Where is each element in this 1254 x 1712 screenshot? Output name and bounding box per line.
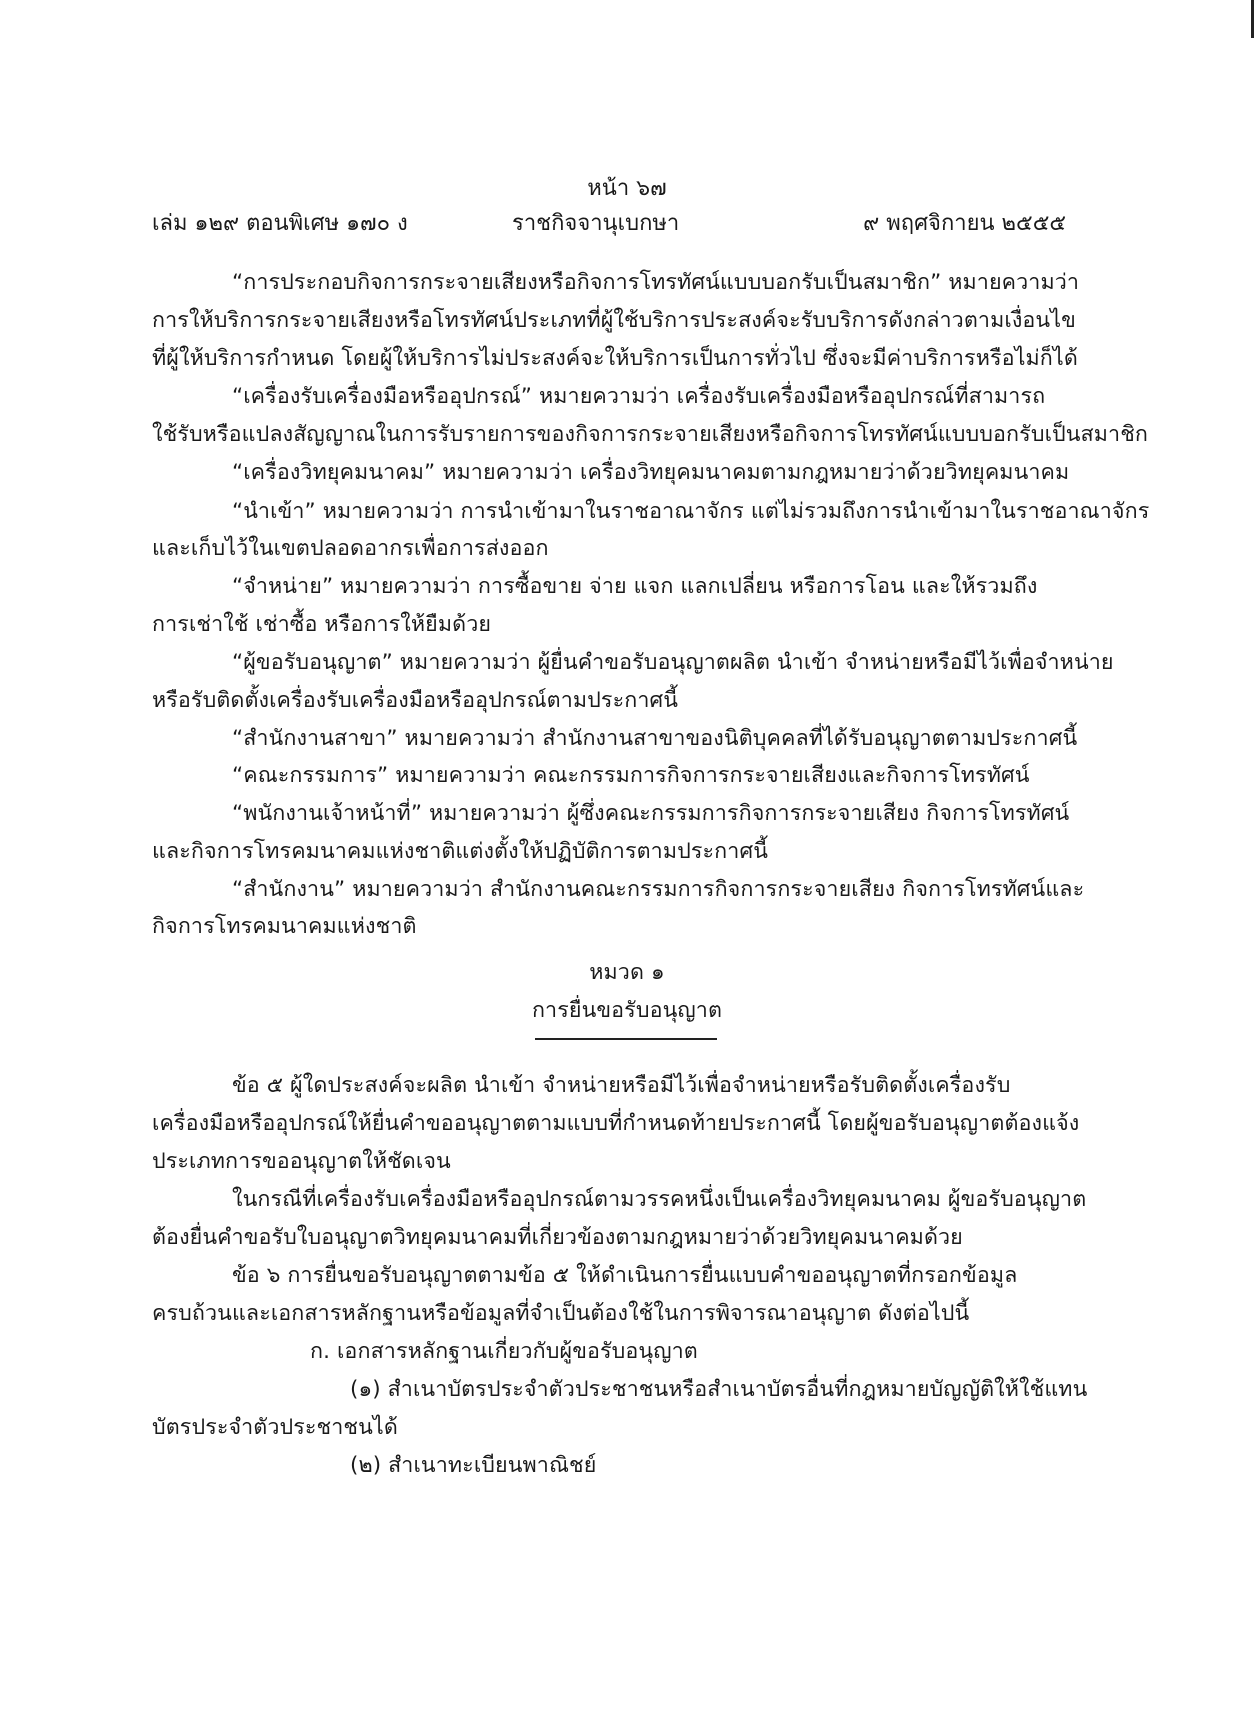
volume-info: เล่ม ๑๒๙ ตอนพิเศษ ๑๗๐ ง: [152, 211, 408, 236]
definition-line: “สำนักงาน” หมายความว่า สำนักงานคณะกรรมการกิจการกระจายเสียง กิจการโทรทัศน์และ: [232, 877, 1085, 902]
publication-name: ราชกิจจานุเบกษา: [512, 211, 680, 236]
section-line: ประเภทการขออนุญาตให้ชัดเจน: [152, 1149, 451, 1174]
section-line: (๒) สำเนาทะเบียนพาณิชย์: [350, 1453, 597, 1478]
section-line: ข้อ ๖ การยื่นขอรับอนุญาตตามข้อ ๕ ให้ดำเนินการยื่นแบบคำขออนุญาตที่กรอกข้อมูล: [232, 1263, 1018, 1288]
section-line: ข้อ ๕ ผู้ใดประสงค์จะผลิต นำเข้า จำหน่ายหรือมีไว้เพื่อจำหน่ายหรือรับติดตั้งเครื่องรับ: [232, 1073, 1011, 1098]
definition-line: “สำนักงานสาขา” หมายความว่า สำนักงานสาขาของนิติบุคคลที่ได้รับอนุญาตตามประกาศนี้: [232, 726, 1078, 751]
definition-line: “การประกอบกิจการกระจายเสียงหรือกิจการโทรทัศน์แบบบอกรับเป็นสมาชิก” หมายความว่า: [232, 270, 1080, 295]
page-number: หน้า ๖๗: [587, 176, 667, 201]
definition-line: หรือรับติดตั้งเครื่องรับเครื่องมือหรืออุปกรณ์ตามประกาศนี้: [152, 688, 679, 713]
definition-line: และกิจการโทรคมนาคมแห่งชาติแต่งตั้งให้ปฏิบัติการตามประกาศนี้: [152, 839, 769, 864]
chapter-number: หมวด ๑: [589, 960, 665, 985]
chapter-title: การยื่นขอรับอนุญาต: [531, 998, 723, 1023]
definition-line: และเก็บไว้ในเขตปลอดอากรเพื่อการส่งออก: [152, 536, 549, 561]
definition-line: “จำหน่าย” หมายความว่า การซื้อขาย จ่าย แจก แลกเปลี่ยน หรือการโอน และให้รวมถึง: [232, 574, 1038, 599]
definition-line: การเช่าใช้ เช่าซื้อ หรือการให้ยืมด้วย: [152, 612, 492, 637]
definition-line: กิจการโทรคมนาคมแห่งชาติ: [152, 914, 417, 939]
section-line: (๑) สำเนาบัตรประจำตัวประชาชนหรือสำเนาบัตรอื่นที่กฎหมายบัญญัติให้ใช้แทน: [350, 1377, 1088, 1402]
publication-date: ๙ พฤศจิกายน ๒๕๕๕: [863, 211, 1066, 236]
definition-line: “เครื่องรับเครื่องมือหรืออุปกรณ์” หมายความว่า เครื่องรับเครื่องมือหรืออุปกรณ์ที่สามารถ: [232, 384, 1046, 409]
definition-line: ที่ผู้ให้บริการกำหนด โดยผู้ให้บริการไม่ประสงค์จะให้บริการเป็นการทั่วไป ซึ่งจะมีค่าบริการหรือไม่ก็ได้: [152, 346, 1078, 371]
section-line: ต้องยื่นคำขอรับใบอนุญาตวิทยุคมนาคมที่เกี่ยวข้องตามกฎหมายว่าด้วยวิทยุคมนาคมด้วย: [152, 1225, 963, 1250]
section-line: บัตรประจำตัวประชาชนได้: [152, 1415, 398, 1440]
section-line: เครื่องมือหรืออุปกรณ์ให้ยื่นคำขออนุญาตตามแบบที่กำหนดท้ายประกาศนี้ โดยผู้ขอรับอนุญาตต้องแจ้ง: [152, 1111, 1080, 1136]
definition-line: “พนักงานเจ้าหน้าที่” หมายความว่า ผู้ซึ่งคณะกรรมการกิจการกระจายเสียง กิจการโทรทัศน์: [232, 801, 1070, 826]
definition-line: “เครื่องวิทยุคมนาคม” หมายความว่า เครื่องวิทยุคมนาคมตามกฎหมายว่าด้วยวิทยุคมนาคม: [232, 460, 1070, 485]
section-line: ครบถ้วนและเอกสารหลักฐานหรือข้อมูลที่จำเป็นต้องใช้ในการพิจารณาอนุญาต ดังต่อไปนี้: [152, 1301, 970, 1326]
definition-line: “ผู้ขอรับอนุญาต” หมายความว่า ผู้ยื่นคำขอรับอนุญาตผลิต นำเข้า จำหน่ายหรือมีไว้เพื่อจำหน่าย: [232, 650, 1114, 675]
section-line: ก. เอกสารหลักฐานเกี่ยวกับผู้ขอรับอนุญาต: [310, 1339, 698, 1364]
section-line: ในกรณีที่เครื่องรับเครื่องมือหรืออุปกรณ์ตามวรรคหนึ่งเป็นเครื่องวิทยุคมนาคม ผู้ขอรับอนุญาต: [232, 1187, 1087, 1212]
definition-line: การให้บริการกระจายเสียงหรือโทรทัศน์ประเภทที่ผู้ใช้บริการประสงค์จะรับบริการดังกล่าวตามเงื่อนไข: [152, 308, 1076, 333]
definition-line: “คณะกรรมการ” หมายความว่า คณะกรรมการกิจการกระจายเสียงและกิจการโทรทัศน์: [232, 763, 1030, 788]
definition-line: ใช้รับหรือแปลงสัญญาณในการรับรายการของกิจการกระจายเสียงหรือกิจการโทรทัศน์แบบบอกรับเป็นสมาชิก: [152, 422, 1149, 447]
chapter-divider: [535, 1038, 717, 1040]
definition-line: “นำเข้า” หมายความว่า การนำเข้ามาในราชอาณาจักร แต่ไม่รวมถึงการนำเข้ามาในราชอาณาจักร: [232, 499, 1150, 524]
